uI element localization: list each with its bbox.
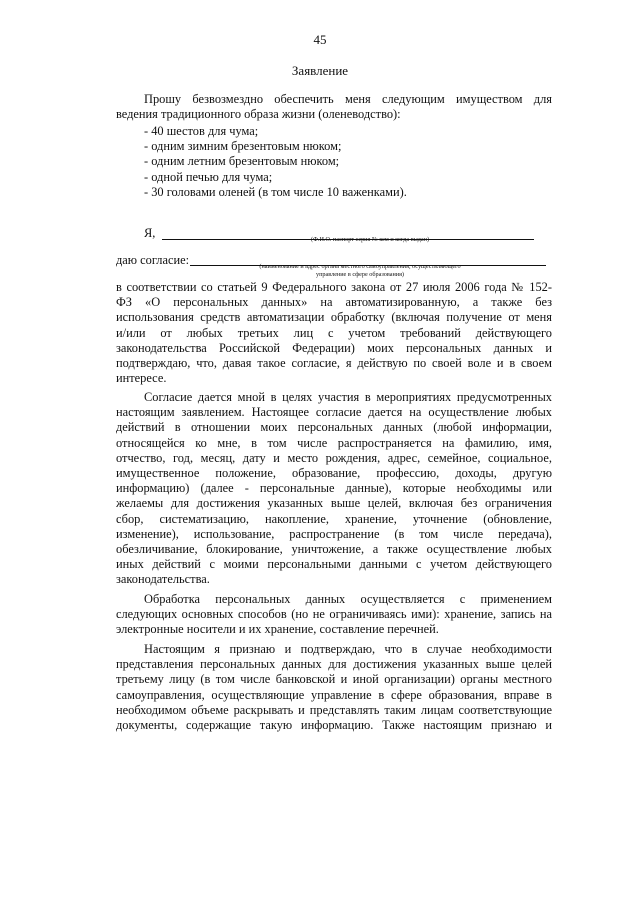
paragraph-line: ФЗ «О персональных данных» на автоматизированную, а также без [116,295,552,310]
list-item: - 30 головами оленей (в том числе 10 важенками). [144,184,407,199]
consent-caption-line: управление в сфере образования) [316,271,404,278]
paragraph-line: относящейся ко мне, в том числе распространяется на фамилию, имя, [116,435,552,450]
consent-field-caption [210,263,510,279]
items-list [144,124,407,200]
paragraph-line: третьему лицу (в том числе банковской и иной организации) органы местного [116,672,552,687]
paragraph-line: обезличивание, блокирование, уничтожение, а также осуществление любых [116,542,552,557]
paragraph-line: действий в отношении моих персональных данных (любой информации, [116,420,552,435]
paragraph-line: самоуправления, осуществляющие управление в сфере образования, вправе в [116,687,552,702]
paragraph-line: информацию) (далее - персональные данные), которые необходимы или [116,481,552,496]
paragraph-line: Согласие дается мной в целях участия в мероприятиях предусмотренных [144,390,552,404]
paragraph-line: подтверждаю, что, давая такое согласие, я действую по своей воле и в своем [116,356,552,371]
name-field-label: Я, [144,226,156,240]
paragraph-line: отчество, год, месяц, дату и место рождения, адрес, семейное, социальное, [116,450,552,465]
paragraph-3 [116,592,552,638]
paragraph-line: документы, содержащие такую информацию. Также настоящим признаю и [116,718,552,733]
paragraph-line: настоящим заявлением. Настоящее согласие дается на осуществление любых [116,405,552,420]
paragraph-1 [116,280,552,386]
paragraph-line: сбор, систематизацию, накопление, хранение, уточнение (обновление, [116,511,552,526]
paragraph-2 [116,390,552,588]
paragraph-line: желаемы для достижения указанных выше целей, включая без ограничения [116,496,552,511]
paragraph-line: следующих основных способов (но не ограничиваясь ими): хранение, запись на [116,607,552,622]
paragraph-line: представления персональных данных для достижения указанных выше целей [116,657,552,672]
name-field-caption: (Ф.И.О. паспорт серия № кем и когда выдан) [310,236,430,243]
paragraph-line: законодательства. [116,572,210,587]
paragraph-line: интересе. [116,371,167,386]
paragraph-line: электронные носители и их хранение, составление перечней. [116,622,439,637]
paragraph-line: необходимом объеме раскрывать и представлять таким лицам соответствующие [116,702,552,717]
paragraph-line: законодательства Российской Федерации) моих персональных данных и [116,340,552,355]
list-item: - одним зимним брезентовым нюком; [144,139,342,154]
paragraph-4 [116,642,552,733]
intro-paragraph [116,92,552,122]
list-item: - одной печью для чума; [144,169,273,184]
paragraph-line: Настоящим я признаю и подтверждаю, что в случае необходимости [144,642,552,656]
intro-line: Прошу безвозмездно обеспечить меня следующим имуществом для [144,92,552,106]
paragraph-line: Обработка персональных данных осуществляется с применением [144,592,552,606]
consent-field-label: даю согласие: [116,253,190,267]
paragraph-line: имущественное положение, образование, профессию, доходы, другую [116,466,552,481]
list-item: - 40 шестов для чума; [144,124,259,138]
consent-caption-line: (наименование и адрес органа местного самоуправления, осуществляющего [259,263,461,270]
list-item: - одним летним брезентовым нюком; [144,154,340,169]
page-number: 45 [313,32,327,47]
document-title: Заявление [291,63,349,78]
paragraph-line: иных действий с моими персональными данными с учетом действующего [116,557,552,572]
paragraph-line: в соответствии со статьей 9 Федерального закона от 27 июля 2006 года № 152- [116,280,552,294]
intro-line: ведения традиционного образа жизни (оленеводство): [116,107,401,122]
paragraph-line: и/или от любых третьих лиц с учетом требований действующего [116,325,552,340]
paragraph-line: изменение), использование, распространение (в том числе передача), [116,526,552,541]
paragraph-line: использования средств автоматизации обработку (включая получение от меня [116,310,552,325]
